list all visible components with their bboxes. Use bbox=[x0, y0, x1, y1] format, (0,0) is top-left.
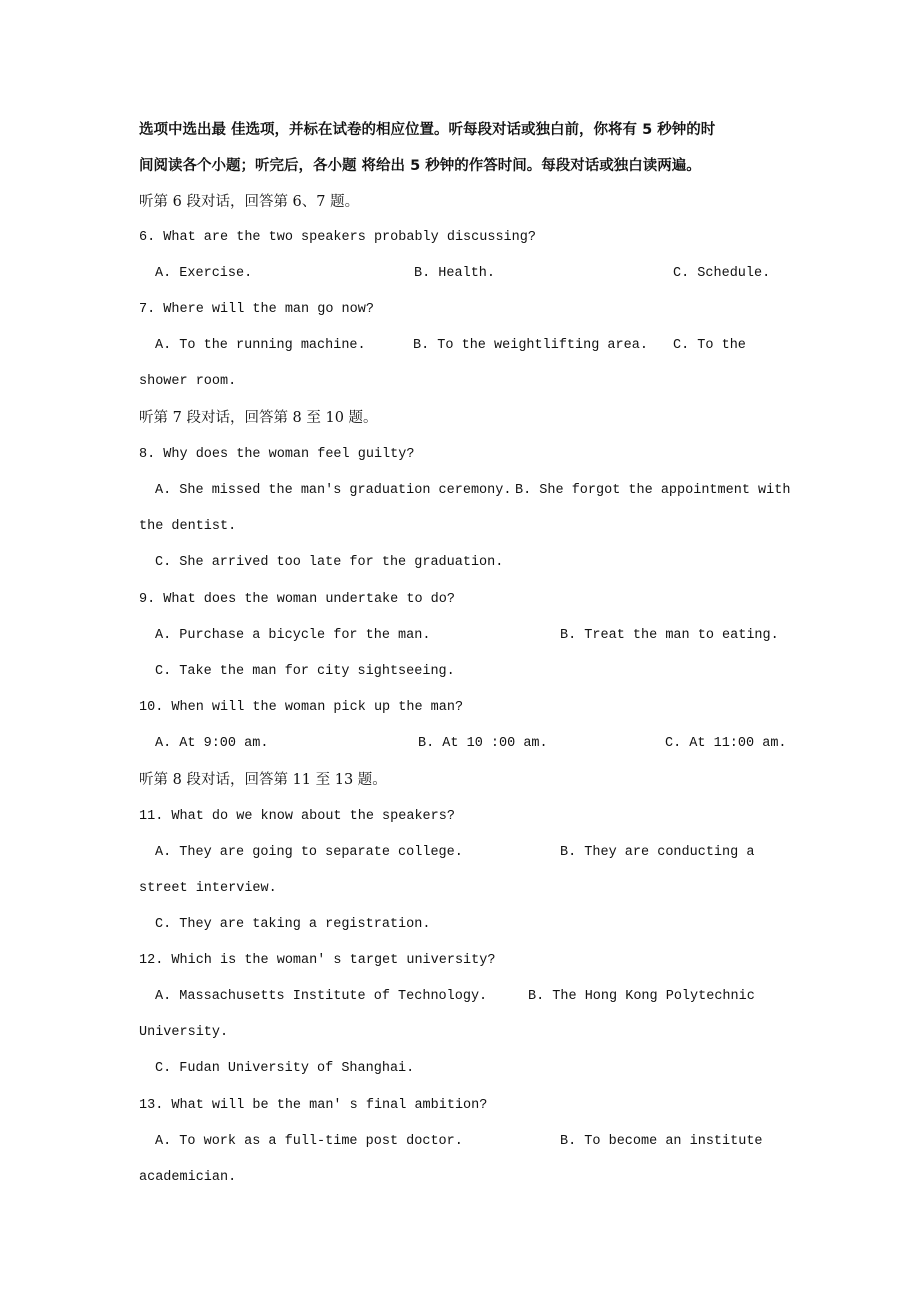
option-a: A. To the running machine. bbox=[155, 338, 366, 353]
question-12: 12. Which is the woman' s target university? bbox=[139, 953, 496, 968]
option-c: C. She arrived too late for the graduation. bbox=[155, 555, 504, 570]
option-c: C. They are taking a registration. bbox=[155, 917, 431, 932]
option-b-continued: street interview. bbox=[139, 881, 277, 896]
option-a: A. To work as a full-time post doctor. bbox=[155, 1134, 463, 1149]
option-b: B. To the weightlifting area. bbox=[413, 338, 648, 353]
section-heading-7: 听第 7 段对话，回答第 8 至 10 题。 bbox=[139, 410, 378, 426]
option-c: C. Schedule. bbox=[673, 266, 771, 281]
option-a: A. They are going to separate college. bbox=[155, 845, 463, 860]
option-b: B. To become an institute bbox=[560, 1134, 763, 1149]
question-7: 7. Where will the man go now? bbox=[139, 302, 374, 317]
option-b-continued: the dentist. bbox=[139, 519, 237, 534]
question-8: 8. Why does the woman feel guilty? bbox=[139, 447, 415, 462]
option-a: A. Purchase a bicycle for the man. bbox=[155, 628, 431, 643]
question-10: 10. When will the woman pick up the man? bbox=[139, 700, 464, 715]
option-b: B. Treat the man to eating. bbox=[560, 628, 779, 643]
option-b-continued: academician. bbox=[139, 1170, 237, 1185]
option-c: C. Fudan University of Shanghai. bbox=[155, 1061, 415, 1076]
option-a: A. At 9:00 am. bbox=[155, 736, 269, 751]
option-c-continued: shower room. bbox=[139, 374, 237, 389]
option-a: A. Exercise. bbox=[155, 266, 253, 281]
question-9: 9. What does the woman undertake to do? bbox=[139, 592, 455, 607]
question-6: 6. What are the two speakers probably discussing? bbox=[139, 230, 536, 245]
question-13: 13. What will be the man' s final ambition? bbox=[139, 1098, 488, 1113]
instruction-line-2: 间阅读各个小题；听完后，各小题 将给出 5 秒钟的作答时间。每段对话或独白读两遍。 bbox=[139, 158, 701, 174]
option-c: C. Take the man for city sightseeing. bbox=[155, 664, 455, 679]
question-11: 11. What do we know about the speakers? bbox=[139, 809, 455, 824]
option-c: C. To the bbox=[673, 338, 746, 353]
option-a: A. She missed the man's graduation ceremony. bbox=[155, 483, 512, 498]
option-b: B. She forgot the appointment with bbox=[515, 483, 791, 498]
option-c: C. At 11:00 am. bbox=[665, 736, 787, 751]
option-b: B. Health. bbox=[414, 266, 496, 281]
section-heading-8: 听第 8 段对话，回答第 11 至 13 题。 bbox=[139, 772, 387, 788]
instruction-line-1: 选项中选出最 佳选项，并标在试卷的相应位置。听每段对话或独白前，你将有 5 秒钟的时 bbox=[139, 122, 716, 138]
option-b: B. The Hong Kong Polytechnic bbox=[528, 989, 755, 1004]
option-b-continued: University. bbox=[139, 1025, 229, 1040]
option-a: A. Massachusetts Institute of Technology. bbox=[155, 989, 488, 1004]
section-heading-6: 听第 6 段对话，回答第 6、7 题。 bbox=[139, 194, 360, 210]
option-b: B. They are conducting a bbox=[560, 845, 755, 860]
option-b: B. At 10 :00 am. bbox=[418, 736, 548, 751]
